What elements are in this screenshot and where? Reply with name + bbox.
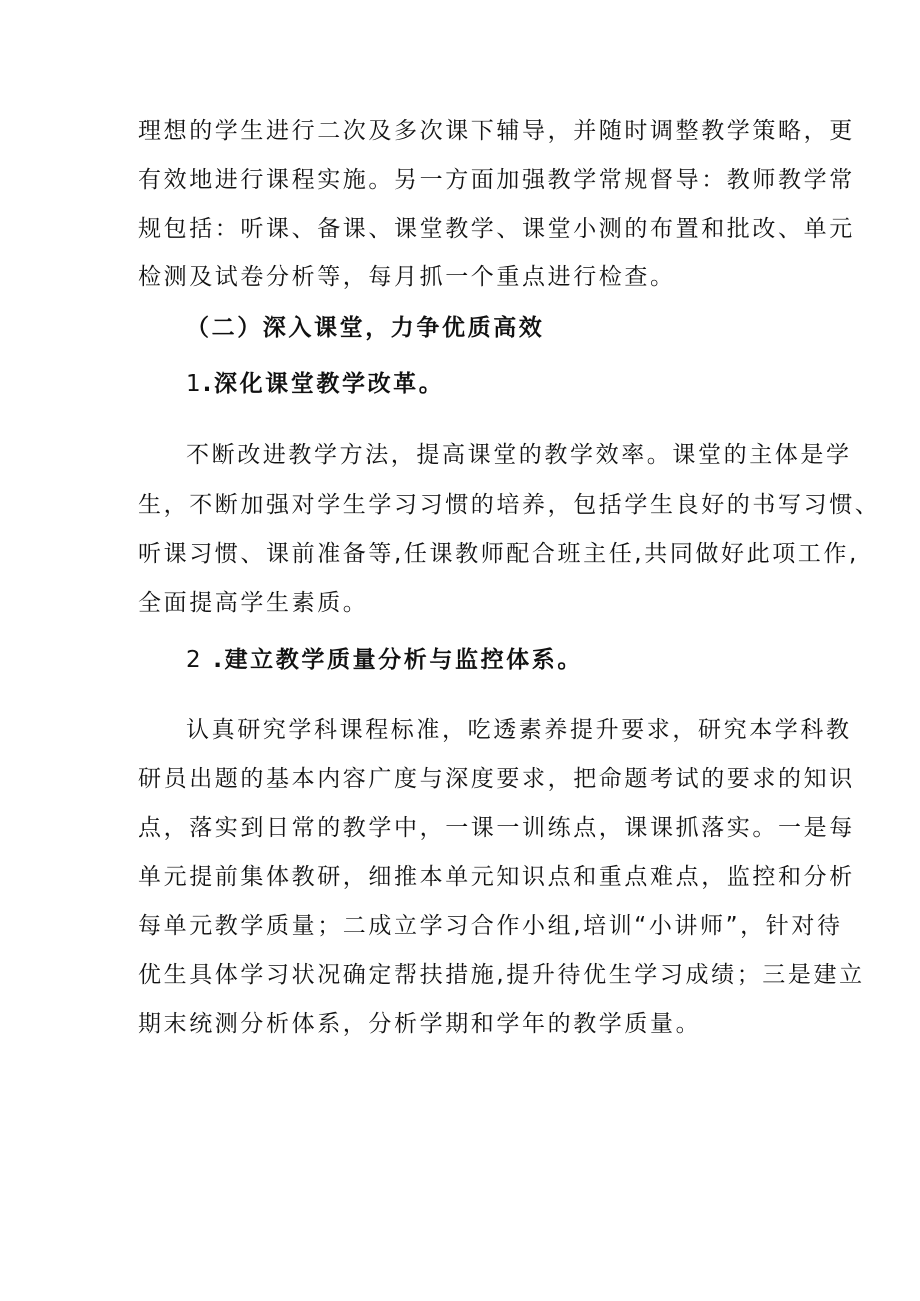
text-line: 有效地进行课程实施。另一方面加强教学常规督导：教师教学常: [138, 167, 855, 193]
text-line: 检测及试卷分析等，每月抓一个重点进行检查。: [138, 264, 676, 290]
text-line: 生，不断加强对学生学习习惯的培养，包括学生良好的书写习惯、: [138, 492, 881, 518]
subheading-number: 1: [186, 371, 201, 397]
text-line: 认真研究学科课程标准，吃透素养提升要求，研究本学科教: [186, 717, 852, 743]
text-line: 听课习惯、课前准备等,任课教师配合班主任,共同做好此项工作,: [138, 541, 859, 567]
text-line: 全面提高学生素质。: [138, 590, 369, 616]
text-line: 单元提前集体教研，细推本单元知识点和重点难点，监控和分析: [138, 864, 855, 890]
subheading-number: 2: [186, 647, 201, 673]
text-line: 理想的学生进行二次及多次课下辅导，并随时调整教学策略，更: [138, 118, 855, 144]
subheading-text: .建立教学质量分析与监控体系。: [202, 647, 583, 673]
text-line: 每单元教学质量；二成立学习合作小组,培训“小讲师”，针对待: [138, 913, 843, 939]
text-line: 点，落实到日常的教学中，一课一训练点，课课抓落实。一是每: [138, 815, 855, 841]
subheading-2: [186, 645, 583, 675]
section-heading: （二）深入课堂，力争优质高效: [186, 315, 545, 341]
text-line: 不断改进教学方法，提高课堂的教学效率。课堂的主体是学: [186, 442, 852, 468]
text-line: 期末统测分析体系，分析学期和学年的教学质量。: [138, 1011, 702, 1037]
text-line: 研员出题的基本内容广度与深度要求，把命题考试的要求的知识: [138, 766, 855, 792]
text-line: 优生具体学习状况确定帮扶措施,提升待优生学习成绩；三是建立: [138, 962, 865, 988]
text-line: 规包括：听课、备课、课堂教学、课堂小测的布置和批改、单元: [138, 216, 855, 242]
subheading-text: .深化课堂教学改革。: [202, 371, 445, 397]
subheading-1: [186, 369, 444, 399]
